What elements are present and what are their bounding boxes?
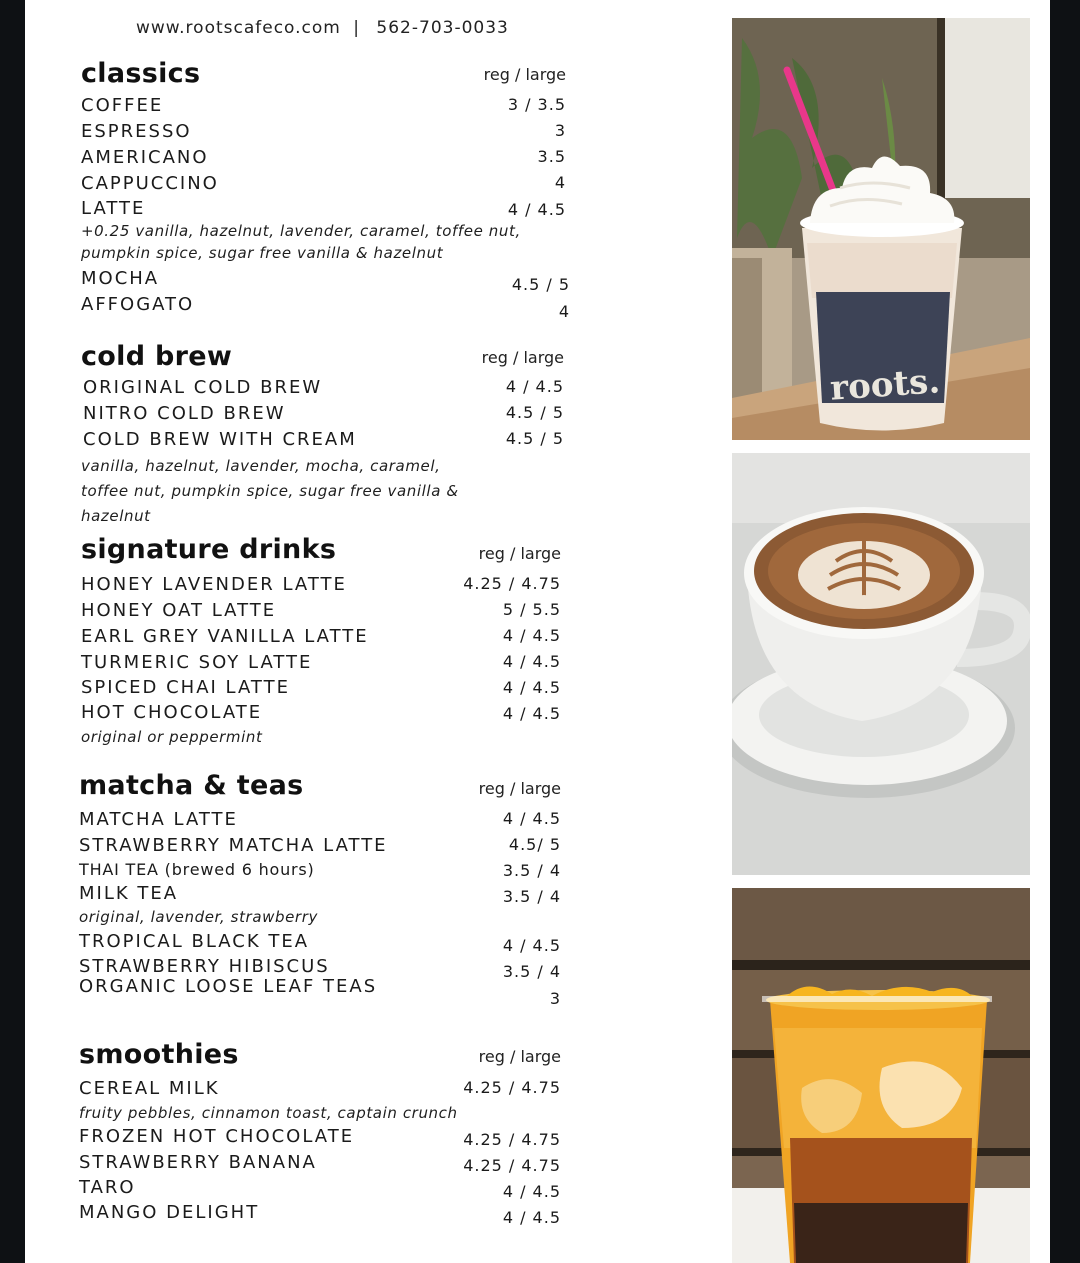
menu-item-name: COLD BREW WITH CREAM [83, 429, 357, 450]
photo-frozen-drink [732, 18, 1030, 440]
section-title: cold brew [81, 341, 233, 372]
menu-item-price: 4 / 4.5 [502, 809, 561, 828]
menu-item-name: HOT CHOCOLATE [81, 702, 263, 723]
menu-item-price: 3 / 3.5 [507, 95, 566, 114]
menu-item-price: 3 [549, 989, 561, 1008]
menu-item-name: ESPRESSO [81, 121, 192, 142]
menu-item-name: ORIGINAL COLD BREW [83, 377, 323, 398]
size-header: reg / large [478, 544, 561, 563]
menu-note: +0.25 vanilla, hazelnut, lavender, caramel, toffee nut, [81, 222, 521, 240]
menu-item-price: 4 / 4.5 [505, 377, 564, 396]
menu-item-name: EARL GREY VANILLA LATTE [81, 626, 369, 647]
menu-item-name: MILK TEA [79, 883, 179, 904]
menu-note: hazelnut [81, 507, 151, 525]
menu-item-name: TURMERIC SOY LATTE [81, 652, 313, 673]
menu-item-name: STRAWBERRY MATCHA LATTE [79, 835, 388, 856]
menu-item-name: MATCHA LATTE [79, 809, 238, 830]
menu-item-price: 4 [558, 302, 570, 321]
menu-item-name: HONEY LAVENDER LATTE [81, 574, 347, 595]
menu-item-price: 5 / 5.5 [502, 600, 561, 619]
menu-item-price: 4 / 4.5 [502, 704, 561, 723]
section-title: smoothies [79, 1039, 239, 1070]
menu-item-name: COFFEE [81, 95, 164, 116]
section-signature-drinks [81, 534, 561, 754]
menu-item-name: TARO [79, 1177, 136, 1198]
menu-item-price: 4 [554, 173, 566, 192]
menu-item-name: HONEY OAT LATTE [81, 600, 277, 621]
menu-item-price: 4 / 4.5 [502, 626, 561, 645]
menu-item-price: 4.5 / 5 [505, 429, 564, 448]
menu-item-name: THAI TEA (brewed 6 hours) [79, 860, 315, 879]
section-title: signature drinks [81, 534, 337, 565]
menu-item-price: 3.5 / 4 [502, 887, 561, 906]
menu-note: pumpkin spice, sugar free vanilla & hazelnut [81, 244, 444, 262]
cup-sleeve-text: roots. [828, 361, 942, 409]
menu-item-price: 3.5 / 4 [502, 861, 561, 880]
size-header: reg / large [478, 779, 561, 798]
thai-tea-image [732, 888, 1030, 1263]
latte-image [732, 453, 1030, 875]
menu-item-name: MOCHA [81, 268, 160, 289]
menu-item-price: 4 / 4.5 [502, 1182, 561, 1201]
menu-note: fruity pebbles, cinnamon toast, captain crunch [79, 1104, 458, 1122]
menu-item-name: LATTE [81, 198, 146, 219]
section-smoothies [79, 1039, 561, 1239]
menu-item-price: 4.5/ 5 [508, 835, 561, 854]
menu-item-name: FROZEN HOT CHOCOLATE [79, 1126, 355, 1147]
menu-item-name: AMERICANO [81, 147, 209, 168]
menu-page [25, 0, 1050, 1263]
section-title: matcha & teas [79, 770, 304, 801]
size-header: reg / large [483, 65, 566, 84]
menu-item-name: STRAWBERRY BANANA [79, 1152, 317, 1173]
menu-item-price: 4 / 4.5 [502, 1208, 561, 1227]
frozen-drink-image [732, 18, 1030, 440]
photo-thai-tea [732, 888, 1030, 1263]
menu-item-price: 4.5 / 5 [511, 275, 570, 294]
menu-item-price: 4.5 / 5 [505, 403, 564, 422]
menu-item-price: 4 / 4.5 [502, 936, 561, 955]
menu-item-name: ORGANIC LOOSE LEAF TEAS [79, 976, 378, 997]
menu-item-price: 3 [554, 121, 566, 140]
section-matcha-teas [79, 770, 561, 1020]
separator: | [353, 18, 361, 38]
menu-item-name: NITRO COLD BREW [83, 403, 286, 424]
menu-item-name: AFFOGATO [81, 294, 195, 315]
menu-item-price: 4 / 4.5 [502, 652, 561, 671]
menu-item-price: 3.5 / 4 [502, 962, 561, 981]
menu-item-name: MANGO DELIGHT [79, 1202, 260, 1223]
menu-item-price: 4 / 4.5 [507, 200, 566, 219]
menu-item-price: 4 / 4.5 [502, 678, 561, 697]
website-link[interactable]: www.rootscafeco.com [136, 18, 341, 38]
section-cold-brew [81, 341, 564, 531]
contact-line [136, 18, 509, 38]
size-header: reg / large [478, 1047, 561, 1066]
menu-note: vanilla, hazelnut, lavender, mocha, caramel, [81, 457, 441, 475]
menu-item-price: 4.25 / 4.75 [463, 1156, 561, 1175]
menu-item-price: 4.25 / 4.75 [463, 1078, 561, 1097]
size-header: reg / large [481, 348, 564, 367]
menu-note: toffee nut, pumpkin spice, sugar free vanilla & [81, 482, 459, 500]
menu-note: original, lavender, strawberry [79, 908, 318, 926]
menu-item-name: STRAWBERRY HIBISCUS [79, 956, 330, 977]
menu-note: original or peppermint [81, 728, 263, 746]
menu-item-price: 4.25 / 4.75 [463, 1130, 561, 1149]
photo-latte [732, 453, 1030, 875]
menu-item-price: 3.5 [537, 147, 566, 166]
section-title: classics [81, 58, 201, 89]
menu-item-name: SPICED CHAI LATTE [81, 677, 290, 698]
phone-number[interactable]: 562-703-0033 [376, 18, 509, 38]
menu-item-price: 4.25 / 4.75 [463, 574, 561, 593]
section-classics [81, 58, 570, 328]
menu-item-name: TROPICAL BLACK TEA [79, 931, 310, 952]
menu-item-name: CAPPUCCINO [81, 173, 219, 194]
menu-item-name: CEREAL MILK [79, 1078, 220, 1099]
